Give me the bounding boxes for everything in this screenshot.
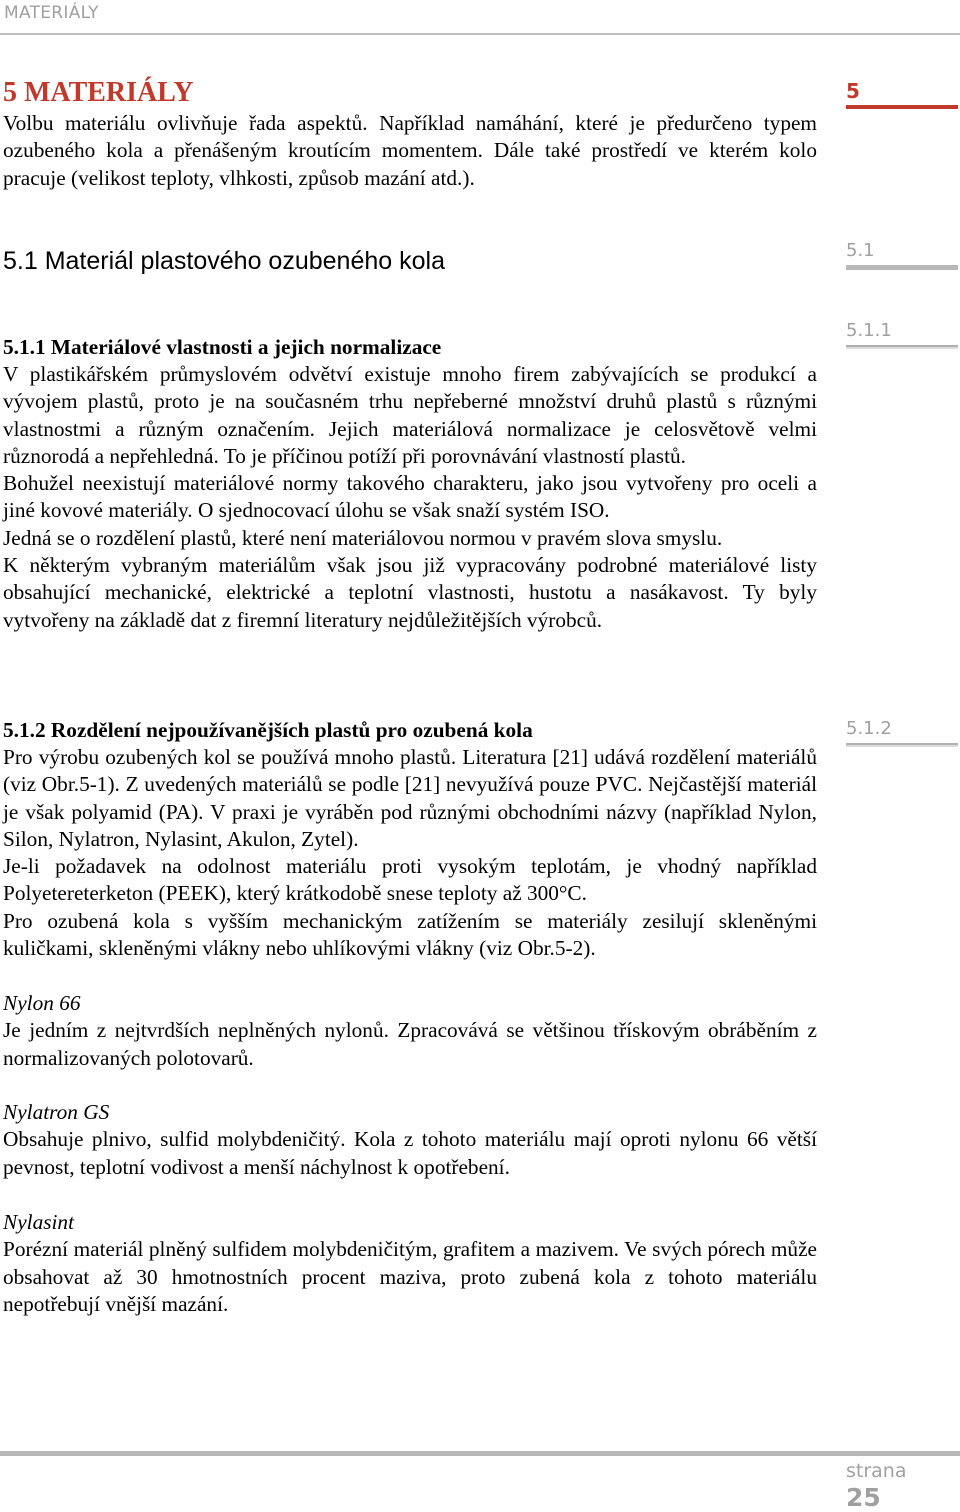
material-name: Nylatron GS: [3, 1100, 110, 1124]
marker-rule: [846, 105, 958, 109]
subsection-title-5-1-1: 5.1.1 Materiálové vlastnosti a jejich normalizace: [3, 335, 442, 359]
margin-marker-5-1-1: [846, 320, 958, 349]
paragraph: Pro ozubená kola s vyšším mechanickým zatížením se materiály zesilují skleněnými kuličkami, skleněnými vlákny nebo uhlíkovými vlákny (viz Obr.5-2).: [3, 908, 817, 961]
chapter-number: 5: [846, 79, 860, 103]
subsection-body-5-1-1: [3, 361, 817, 634]
subsection-number: 5.1.1: [846, 320, 892, 341]
subsection-number: 5.1.2: [846, 718, 892, 739]
material-name: Nylasint: [3, 1210, 74, 1234]
marker-rule: [846, 345, 958, 349]
marker-rule: [846, 265, 958, 270]
margin-marker-5-1: [846, 240, 958, 270]
material-nylatron-gs: [3, 1099, 817, 1181]
chapter-intro: [3, 110, 817, 192]
paragraph: V plastikářském průmyslovém odvětví existuje mnoho firem zabývajících se produkcí a vývojem plastů, proto je na současném trhu nepřeberné množství druhů plastů s různými vlastnostmi a různým označením. Jejich materiálová normalizace je celosvětově velmi různorodá a nepřehledná. To je příčinou potíží při porovnávání vlastností plastů.: [3, 362, 817, 468]
header-divider: [0, 33, 960, 35]
material-description: Obsahuje plnivo, sulfid molybdeničitý. Kola z tohoto materiálu mají oproti nylonu 66 větší pevnost, teplotní vodivost a menší náchylnost k opotřebení.: [3, 1127, 817, 1179]
subsection-body-5-1-2: [3, 744, 817, 962]
chapter-title: 5 MATERIÁLY: [3, 77, 194, 108]
section-number: 5.1: [846, 240, 875, 261]
margin-marker-5: [846, 80, 958, 109]
paragraph: Bohužel neexistují materiálové normy takového charakteru, jako jsou vytvořeny pro oceli a jiné kovové materiály. O sjednocovací úlohu se však snaží systém ISO.: [3, 471, 817, 523]
paragraph: Je-li požadavek na odolnost materiálu proti vysokým teplotám, je vhodný například Polyetereterketon (PEEK), který krátkodobě snese teploty až 300°C.: [3, 854, 817, 906]
intro-paragraph: Volbu materiálu ovlivňuje řada aspektů. Například namáhání, které je předurčeno typem ozubeného kola a přenášeným kroutícím momentem. Dále také prostředí ve kterém kolo pracuje (velikost teploty, vlhkosti, způsob mazání atd.).: [3, 111, 817, 190]
paragraph: Pro výrobu ozubených kol se používá mnoho plastů. Literatura [21] udává rozdělení materiálů (viz Obr.5-1). Z uvedených materiálů se podle [21] nevyužívá pouze PVC. Nejčastější materiál je však polyamid (PA). V praxi je vyráběn pod různými obchodními názvy (například Nylon, Silon, Nylatron, Nylasint, Akulon, Zytel).: [3, 745, 817, 851]
paragraph: Jedná se o rozdělení plastů, které není materiálovou normou v pravém slova smyslu.: [3, 525, 723, 550]
page-label: strana: [846, 1460, 907, 1482]
section-title-5-1: 5.1 Materiál plastového ozubeného kola: [3, 247, 445, 275]
paragraph: K některým vybraným materiálům však jsou již vypracovány podrobné materiálové listy obsahující mechanické, elektrické a teplotní vlastnosti, hustotu a nasákavost. Ty byly vytvořeny na základě dat z firemní literatury nejdůležitějších výrobců.: [3, 553, 817, 632]
material-description: Porézní materiál plněný sulfidem molybdeničitým, grafitem a mazivem. Ve svých pórech může obsahovat až 30 hmotnostních procent maziva, proto zubená kola z tohoto materiálu nepotřebují vnější mazání.: [3, 1237, 817, 1316]
material-nylasint: [3, 1209, 817, 1318]
material-description: Je jedním z nejtvrdších neplněných nylonů. Zpracovává se většinou třískovým obráběním z normalizovaných polotovarů.: [3, 1018, 817, 1070]
marker-rule: [846, 743, 958, 747]
running-header: MATERIÁLY: [4, 3, 99, 23]
page-number: 25: [846, 1483, 881, 1512]
material-nylon-66: [3, 990, 817, 1072]
material-name: Nylon 66: [3, 991, 81, 1015]
footer-divider: [0, 1451, 960, 1456]
margin-marker-5-1-2: [846, 718, 958, 747]
subsection-title-5-1-2: 5.1.2 Rozdělení nejpoužívanějších plastů pro ozubená kola: [3, 718, 533, 742]
